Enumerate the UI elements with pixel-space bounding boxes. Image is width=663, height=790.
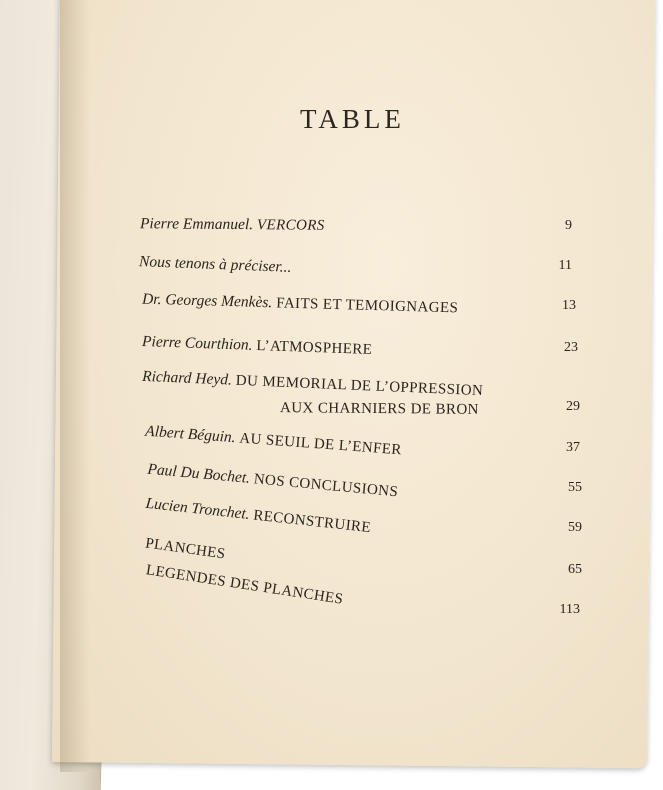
entry-page-number: 55 [568,480,582,495]
entry-title: FAITS ET TEMOIGNAGES [275,295,459,317]
entry-author: Pierre Emmanuel. [139,215,254,234]
entry-title: L’ATMOSPHERE [256,337,373,359]
entry-author: Albert Béguin. [144,422,237,447]
entry-author: Dr. Georges Menkès. [141,290,273,312]
entry-title: NOS CONCLUSIONS [253,471,399,501]
entry-title: DU MEMORIAL DE L’OPPRESSION [235,372,484,400]
entry-author: Paul Du Bochet. [146,460,251,487]
page-title: TABLE [300,104,405,134]
entry-page-number: 59 [568,520,582,535]
page-gutter-shadow [60,0,90,772]
entry-author: Pierre Courthion. [141,332,253,354]
entry-page-number: 13 [562,298,576,313]
toc-entry-continuation [280,399,479,419]
entry-page-number: 9 [565,218,572,233]
entry-page-number: 23 [564,340,578,355]
toc-entry [140,215,325,235]
entry-page-number: 65 [568,562,582,577]
entry-page-number: 113 [559,602,580,617]
entry-page-number: 29 [566,399,580,414]
entry-title: LEGENDES DES PLANCHES [144,562,345,608]
entry-title: VERCORS [256,217,325,234]
entry-author: Richard Heyd. [141,367,233,389]
entry-author: Nous tenons à préciser... [138,253,292,276]
entry-title-line2: AUX CHARNIERS DE BRON [279,400,479,418]
entry-title: PLANCHES [144,535,227,563]
entry-page-number: 37 [566,440,580,455]
entry-title: RECONSTRUIRE [252,507,372,537]
entry-author: Lucien Tronchet. [144,494,251,524]
entry-title: AU SEUIL DE L’ENFER [238,430,403,459]
entry-page-number: 11 [558,258,572,273]
